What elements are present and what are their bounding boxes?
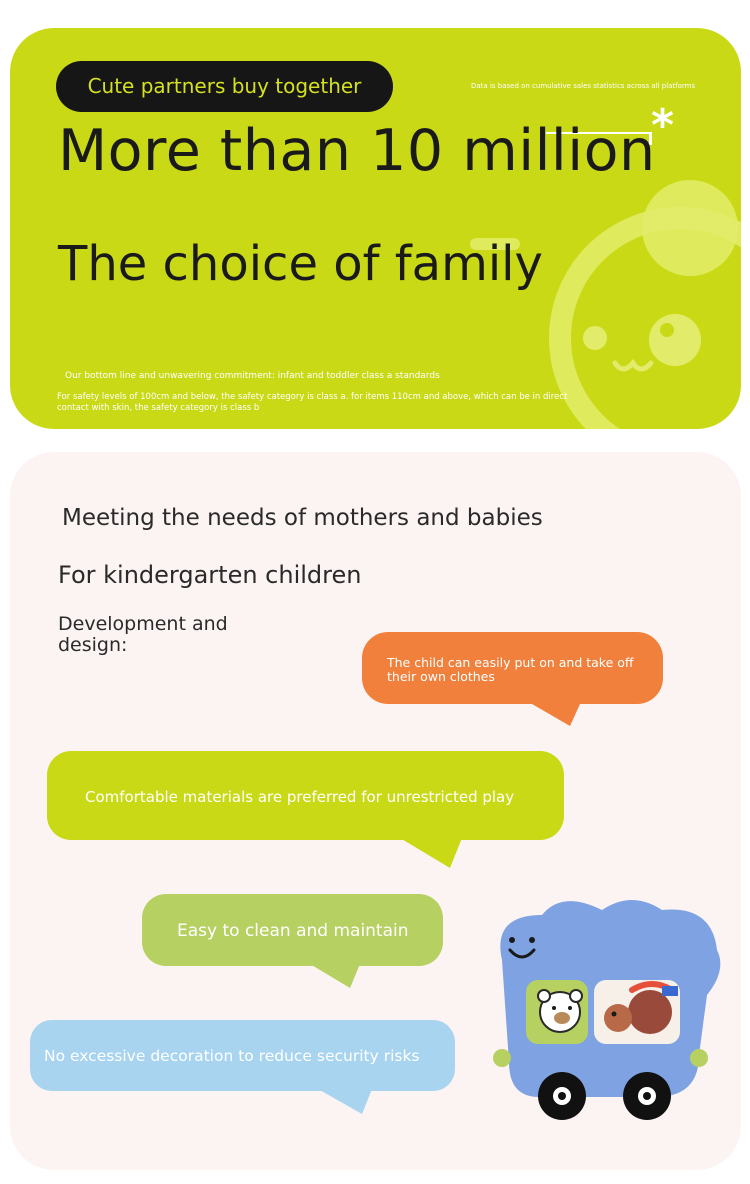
features-intro: Development and design: <box>58 613 228 656</box>
features-heading: Meeting the needs of mothers and babies <box>62 505 543 531</box>
hero-banner <box>10 28 741 429</box>
feature-bubble-materials <box>47 751 564 840</box>
feature-text: Easy to clean and maintain <box>177 921 409 941</box>
feature-bubble-safety <box>30 1020 455 1091</box>
feature-text: Comfortable materials are preferred for unrestricted play <box>85 788 515 806</box>
asterisk-icon: * <box>651 100 675 151</box>
headline-sales: More than 10 million <box>58 118 656 184</box>
hero-pill-label: Cute partners buy together <box>56 61 393 112</box>
commitment-text: Our bottom line and unwavering commitment: infant and toddler class a standards <box>65 371 440 381</box>
data-source-note: Data is based on cumulative sales statistics across all platforms <box>471 82 696 90</box>
feature-bubble-dressing <box>362 632 663 704</box>
cartoon-bus-icon <box>482 900 722 1122</box>
feature-bubble-cleaning <box>142 894 443 966</box>
feature-text: No excessive decoration to reduce security risks <box>44 1047 420 1065</box>
safety-text: For safety levels of 100cm and below, the safety category is class a. for items 110cm and above, which can be in direct contact with skin, the safety category is class b <box>57 392 568 413</box>
headline-family: The choice of family <box>58 236 543 292</box>
features-subheading: For kindergarten children <box>58 561 362 589</box>
feature-text: The child can easily put on and take off their own clothes <box>387 655 634 684</box>
